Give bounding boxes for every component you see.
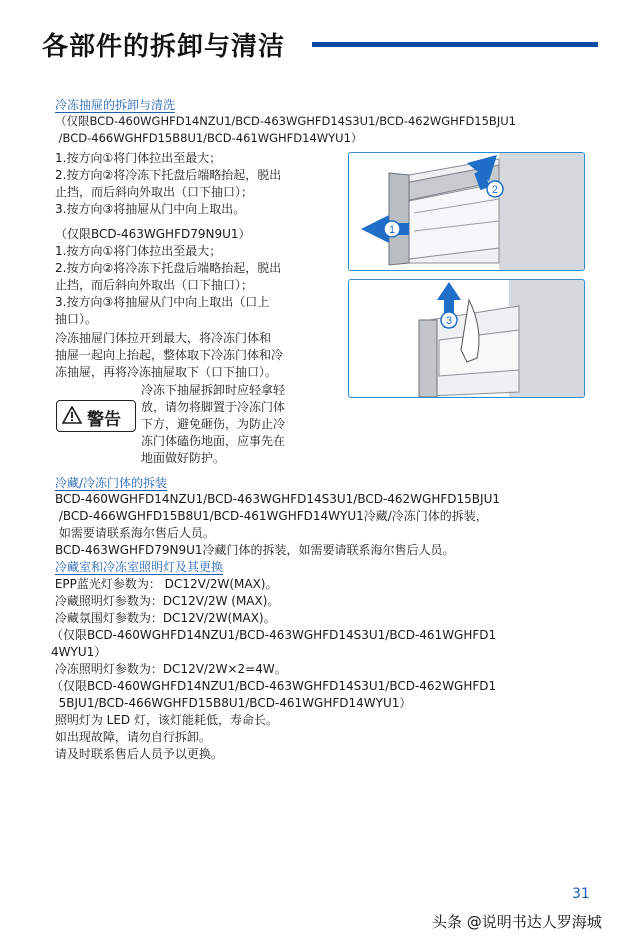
fig1-label-2: 2 — [491, 184, 499, 196]
fig1-label-1: 1 — [388, 224, 396, 236]
page-number: 31 — [572, 886, 590, 902]
warning-triangle-icon — [62, 406, 82, 424]
watermark: 头条 @说明书达人罗海城 — [432, 913, 602, 931]
section-heading-door: 冷藏/冷冻门体的拆装 — [55, 476, 168, 490]
freezer-steps-b: 1.按方向①将门体拉出至最大； 2.按方向②将冷冻下托盘后端略抬起，脱出 止挡，而后斜向外取出（口下抽口）； 3.按方向③将抽屉从门中向上取出（口上 抽口）。 — [55, 244, 282, 326]
freezer-models-a: （仅限BCD-460WGHFD14NZU1/BCD-463WGHFD14S3U1/BCD-462WGHFD15BJU1 /BCD-466WGHFD15B8U1/BCD-461WGHFD14WYU1） — [55, 114, 516, 145]
section-heading-freezer-drawer: 冷冻抽屉的拆卸与清洗 — [55, 98, 176, 112]
warning-label: 警告 — [87, 410, 121, 430]
warning-badge — [56, 400, 136, 432]
drawer-pull-illustration — [349, 153, 584, 270]
freezer-models-b: （仅限BCD-463WGHFD79N9U1） — [55, 227, 251, 241]
page-title: 各部件的拆卸与清洁 — [42, 32, 286, 62]
fig2-label-3: 3 — [445, 315, 453, 327]
section-heading-lights: 冷藏室和冷冻室照明灯及其更换 — [55, 560, 224, 574]
freezer-drawer-figure-1 — [348, 152, 585, 271]
door-text: BCD-460WGHFD14NZU1/BCD-463WGHFD14S3U1/BCD-462WGHFD15BJU1 /BCD-466WGHFD15B8U1/BCD-461WGHFD14WYU1冷藏/冷冻门体的拆装， 如需要请联系海尔售后人员。 BCD-463WGHFD79N9U1冷藏门体的拆装，如需要请联系海尔售后人员。 — [55, 492, 500, 557]
title-rule — [312, 42, 598, 47]
drawer-lift-illustration — [349, 280, 584, 397]
lights-text: EPP蓝光灯参数为： DC12V/2W(MAX)。 冷藏照明灯参数为：DC12V/2W (MAX)。 冷藏氛围灯参数为：DC12V/2W(MAX)。 （仅限BCD-460WGHFD14NZU1/BCD-463WGHFD14S3U1/BCD-461WGHFD1 4WYU1） 冷冻照明灯参数为：DC12V/2W×2=4W。 （仅限BCD-460WGHFD14NZU1/BCD-463WGHFD14S3U1/BCD-462WGHFD1 5BJU1/BCD-466WGHFD15B8U1/BCD-461WGHFD14WYU1） 照明灯为 LED 灯，该灯能耗低，寿命长。 如出现故障，请勿自行拆卸。 请及时联系售后人员予以更换。 — [51, 577, 497, 761]
freezer-steps-a: 1.按方向①将门体拉出至最大； 2.按方向②将冷冻下托盘后端略抬起，脱出 止挡，而后斜向外取出（口下抽口）； 3.按方向③将抽屉从门中向上取出。 — [55, 151, 282, 216]
warning-text: 冷冻下抽屉拆卸时应轻拿轻 放，请勿将脚置于冷冻门体 下方，避免砸伤，为防止冷 冻门体磕伤地面，应事先在 地面做好防护。 — [141, 383, 286, 465]
freezer-drawer-figure-2 — [348, 279, 585, 398]
freezer-note: 冷冻抽屉门体拉开到最大，将冷冻门体和 抽屉一起向上抬起，整体取下冷冻门体和冷 冻抽屉，再将冷冻抽屉取下（口下抽口）。 — [55, 331, 284, 379]
